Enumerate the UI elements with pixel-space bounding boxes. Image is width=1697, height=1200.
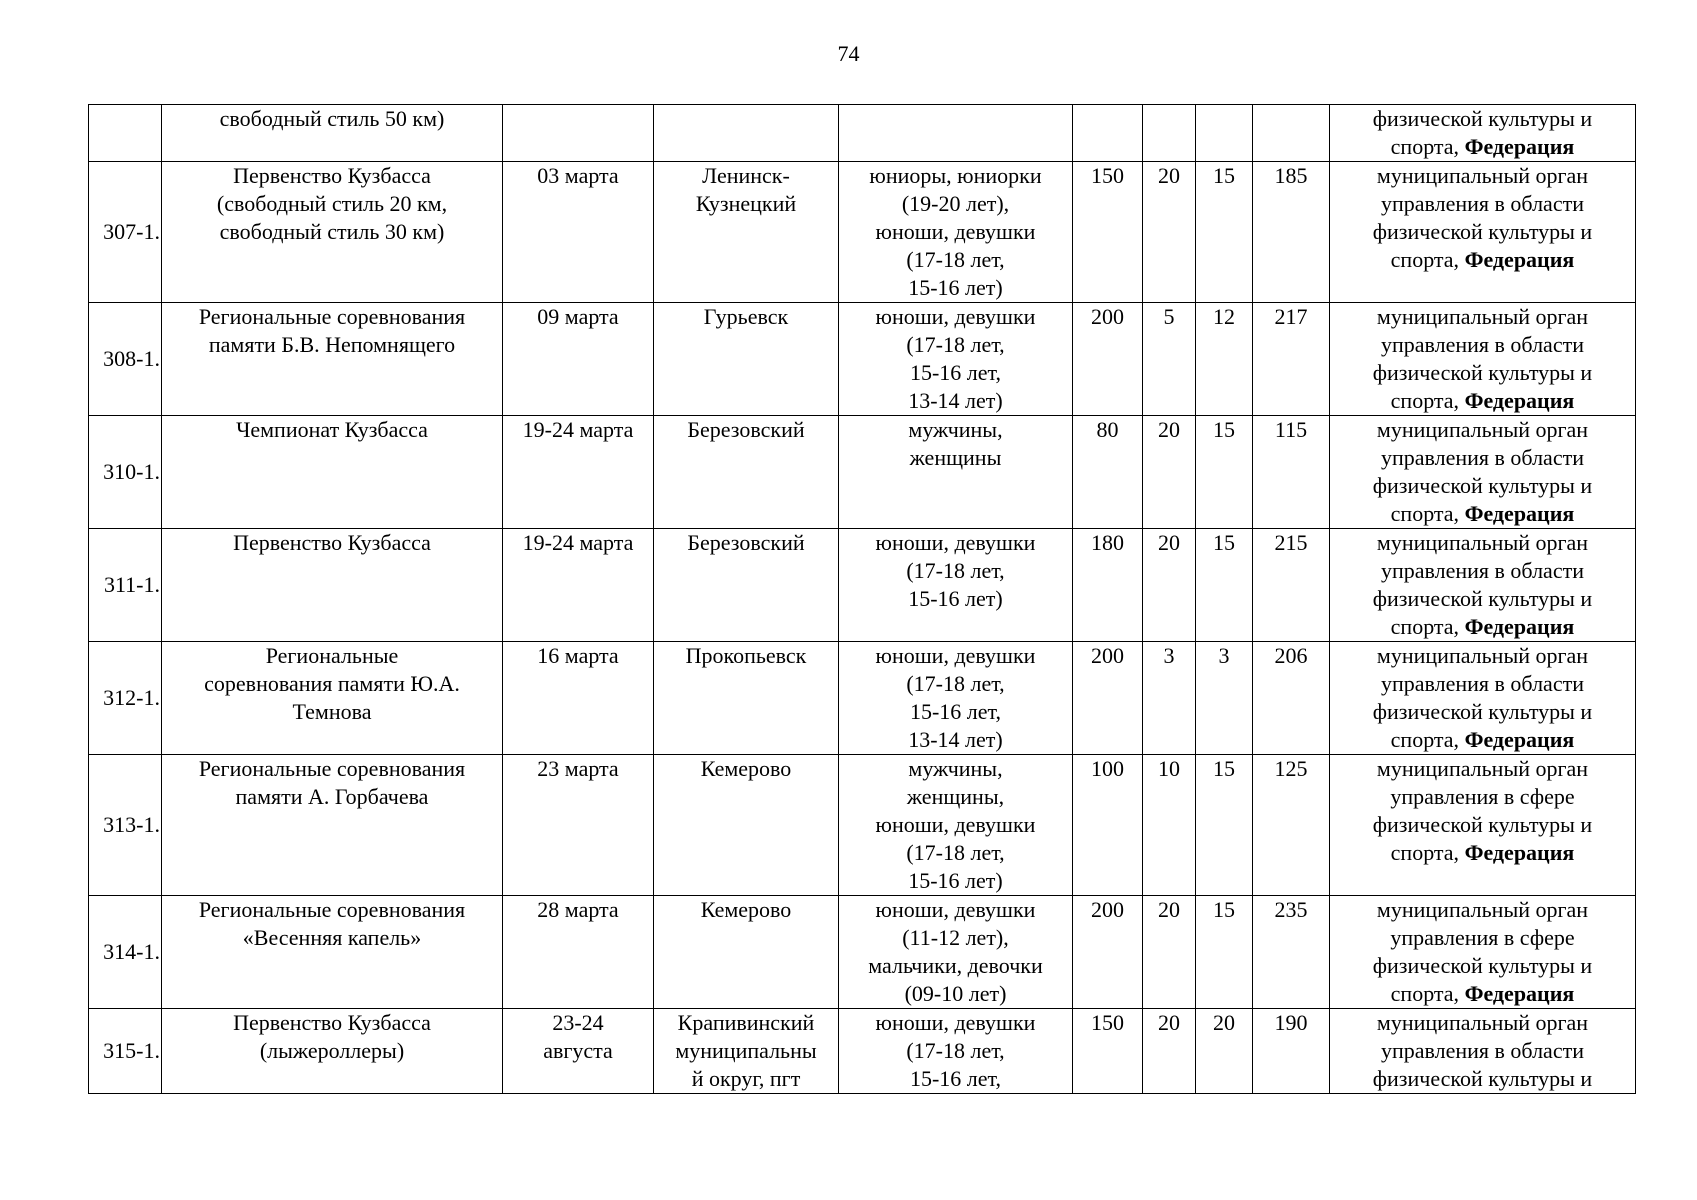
table-row [89, 755, 1636, 896]
count-cell-2: 20 [1143, 896, 1196, 1009]
participants-cell: юноши, девушки (17-18 лет, 15-16 лет, [839, 1009, 1073, 1094]
event-place-cell: Крапивинский муниципальны й округ, пгт [654, 1009, 839, 1094]
count-cell-2: 20 [1143, 529, 1196, 642]
count-cell-1 [1073, 105, 1143, 162]
table-row [89, 529, 1636, 642]
count-cell-3: 20 [1196, 1009, 1253, 1094]
event-name-cell: Первенство Кузбасса (свободный стиль 20 км, свободный стиль 30 км) [162, 162, 503, 303]
page-number: 74 [837, 41, 860, 66]
event-name-cell: Региональные соревнования «Весенняя капель» [162, 896, 503, 1009]
organizer-text: муниципальный орган управления в сфере физической культуры и спорта, [1372, 897, 1593, 1006]
table-row [89, 105, 1636, 162]
event-name-cell: Региональные соревнования памяти А. Горбачева [162, 755, 503, 896]
event-date-cell: 19-24 марта [503, 529, 654, 642]
organizer-federation: Федерация [1464, 614, 1575, 639]
count-cell-1: 200 [1073, 303, 1143, 416]
count-cell-total: 125 [1253, 755, 1330, 896]
table-row [89, 416, 1636, 529]
count-cell-3: 12 [1196, 303, 1253, 416]
event-date-cell [503, 105, 654, 162]
organizer-text: муниципальный орган управления в сфере физической культуры и спорта, [1372, 756, 1593, 865]
event-name-cell: Чемпионат Кузбасса [162, 416, 503, 529]
table-row [89, 1009, 1636, 1094]
count-cell-2: 20 [1143, 162, 1196, 303]
count-cell-1: 200 [1073, 896, 1143, 1009]
event-place-cell: Гурьевск [654, 303, 839, 416]
events-table [88, 104, 1636, 1094]
event-number-cell: 308-1. [89, 303, 162, 416]
count-cell-2: 20 [1143, 416, 1196, 529]
organizer-federation: Федерация [1464, 727, 1575, 752]
event-date-cell: 09 марта [503, 303, 654, 416]
event-number-cell: 313-1. [89, 755, 162, 896]
event-number-cell: 311-1. [89, 529, 162, 642]
event-name-cell: свободный стиль 50 км) [162, 105, 503, 162]
event-number-cell: 315-1. [89, 1009, 162, 1094]
count-cell-1: 150 [1073, 162, 1143, 303]
organizer-text: муниципальный орган управления в области физической культуры и спорта, [1372, 530, 1593, 639]
count-cell-3: 15 [1196, 416, 1253, 529]
event-place-cell: Кемерово [654, 755, 839, 896]
organizer-cell [1330, 529, 1636, 642]
count-cell-2 [1143, 105, 1196, 162]
event-place-cell: Ленинск- Кузнецкий [654, 162, 839, 303]
organizer-cell [1330, 642, 1636, 755]
event-place-cell: Березовский [654, 529, 839, 642]
count-cell-1: 80 [1073, 416, 1143, 529]
count-cell-total: 190 [1253, 1009, 1330, 1094]
count-cell-1: 100 [1073, 755, 1143, 896]
count-cell-3 [1196, 105, 1253, 162]
table-body [89, 105, 1636, 1094]
organizer-text: физической культуры и спорта, [1372, 106, 1593, 159]
event-place-cell: Кемерово [654, 896, 839, 1009]
count-cell-2: 5 [1143, 303, 1196, 416]
event-place-cell: Прокопьевск [654, 642, 839, 755]
count-cell-2: 10 [1143, 755, 1196, 896]
organizer-cell [1330, 162, 1636, 303]
organizer-cell [1330, 416, 1636, 529]
participants-cell: юноши, девушки (17-18 лет, 15-16 лет, 13-14 лет) [839, 303, 1073, 416]
event-date-cell: 16 марта [503, 642, 654, 755]
count-cell-1: 150 [1073, 1009, 1143, 1094]
event-number-cell: 314-1. [89, 896, 162, 1009]
organizer-text: муниципальный орган управления в области физической культуры и спорта, [1372, 417, 1593, 526]
event-name-cell: Первенство Кузбасса [162, 529, 503, 642]
count-cell-1: 180 [1073, 529, 1143, 642]
event-date-cell: 19-24 марта [503, 416, 654, 529]
event-date-cell: 28 марта [503, 896, 654, 1009]
organizer-cell [1330, 755, 1636, 896]
organizer-federation: Федерация [1464, 981, 1575, 1006]
organizer-federation: Федерация [1464, 388, 1575, 413]
event-date-cell: 23 марта [503, 755, 654, 896]
count-cell-3: 15 [1196, 162, 1253, 303]
event-place-cell: Березовский [654, 416, 839, 529]
participants-cell: мужчины, женщины, юноши, девушки (17-18 лет, 15-16 лет) [839, 755, 1073, 896]
count-cell-3: 3 [1196, 642, 1253, 755]
table-row [89, 303, 1636, 416]
count-cell-total: 206 [1253, 642, 1330, 755]
organizer-federation: Федерация [1464, 840, 1575, 865]
organizer-cell [1330, 105, 1636, 162]
event-number-cell: 307-1. [89, 162, 162, 303]
table-row [89, 642, 1636, 755]
participants-cell [839, 105, 1073, 162]
organizer-federation: Федерация [1464, 247, 1575, 272]
organizer-text: муниципальный орган управления в области физической культуры и спорта, [1372, 304, 1593, 413]
event-place-cell [654, 105, 839, 162]
count-cell-3: 15 [1196, 529, 1253, 642]
count-cell-2: 20 [1143, 1009, 1196, 1094]
count-cell-total: 215 [1253, 529, 1330, 642]
organizer-text: муниципальный орган управления в области физической культуры и спорта, [1372, 163, 1593, 272]
event-number-cell [89, 105, 162, 162]
organizer-text: муниципальный орган управления в области физической культуры и спорта, [1372, 643, 1593, 752]
count-cell-total: 115 [1253, 416, 1330, 529]
participants-cell: юноши, девушки (17-18 лет, 15-16 лет) [839, 529, 1073, 642]
organizer-cell [1330, 1009, 1636, 1094]
participants-cell: мужчины, женщины [839, 416, 1073, 529]
participants-cell: юноши, девушки (11-12 лет), мальчики, девочки (09-10 лет) [839, 896, 1073, 1009]
event-date-cell: 23-24 августа [503, 1009, 654, 1094]
participants-cell: юниоры, юниорки (19-20 лет), юноши, девушки (17-18 лет, 15-16 лет) [839, 162, 1073, 303]
count-cell-total: 235 [1253, 896, 1330, 1009]
event-date-cell: 03 марта [503, 162, 654, 303]
count-cell-total [1253, 105, 1330, 162]
participants-cell: юноши, девушки (17-18 лет, 15-16 лет, 13-14 лет) [839, 642, 1073, 755]
event-name-cell: Региональные соревнования памяти Б.В. Непомнящего [162, 303, 503, 416]
count-cell-2: 3 [1143, 642, 1196, 755]
table-row [89, 896, 1636, 1009]
organizer-federation: Федерация [1464, 501, 1575, 526]
event-name-cell: Региональные соревнования памяти Ю.А. Темнова [162, 642, 503, 755]
count-cell-total: 185 [1253, 162, 1330, 303]
event-number-cell: 312-1. [89, 642, 162, 755]
table-row [89, 162, 1636, 303]
organizer-federation: Федерация [1464, 134, 1575, 159]
organizer-cell [1330, 896, 1636, 1009]
count-cell-total: 217 [1253, 303, 1330, 416]
organizer-cell [1330, 303, 1636, 416]
organizer-text: муниципальный орган управления в области физической культуры и [1372, 1010, 1593, 1091]
event-number-cell: 310-1. [89, 416, 162, 529]
count-cell-3: 15 [1196, 896, 1253, 1009]
event-name-cell: Первенство Кузбасса (лыжероллеры) [162, 1009, 503, 1094]
count-cell-3: 15 [1196, 755, 1253, 896]
count-cell-1: 200 [1073, 642, 1143, 755]
